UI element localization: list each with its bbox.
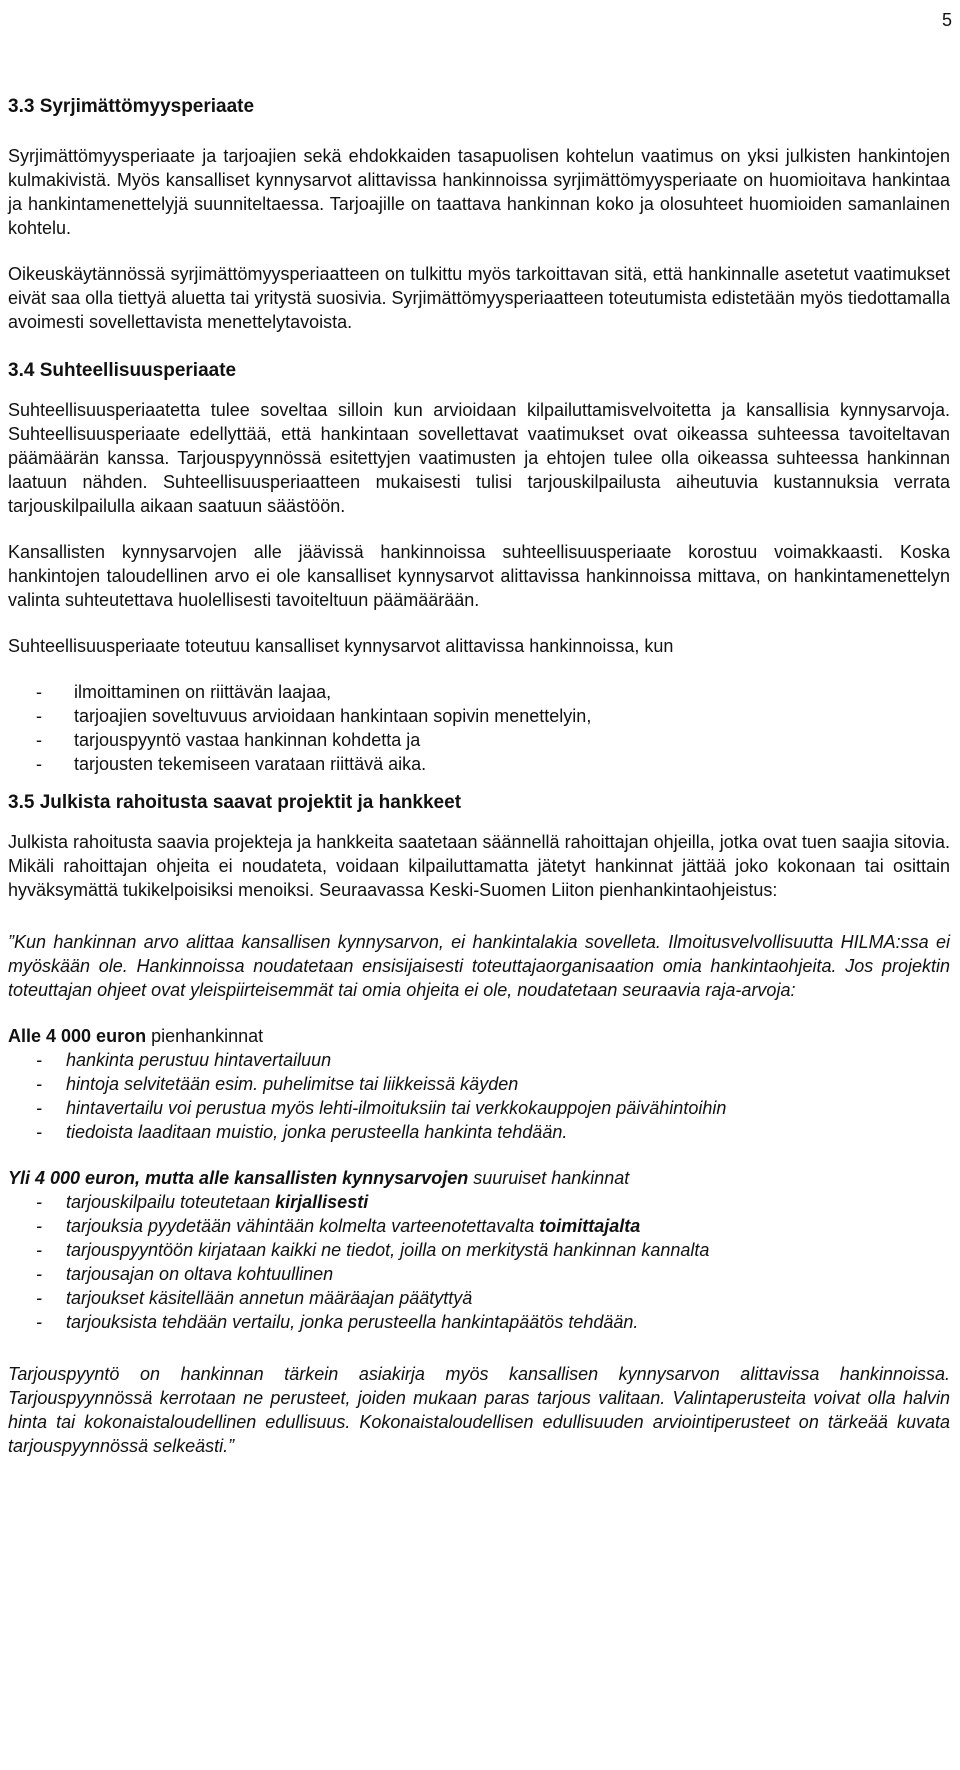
paragraph: Syrjimättömyysperiaate ja tarjoajien sekä ehdokkaiden tasapuolisen kohtelun vaatimus on yksi julkisten hankintojen kulmakivistä. Myös kansalliset kynnysarvot alittavissa hankinnoissa syrjimättömyysperiaate on huomioitava hankintaa ja hankintamenettelyjä suunniteltaessa. Tarjoajille on taattava hankinnan koko ja olosuhteet huomioiden samanlainen kohtelu.	[8, 146, 950, 238]
page-number: 5	[941, 10, 952, 30]
list-item: - tarjoukset käsitellään annetun määräajan päätyttyä	[8, 1286, 950, 1310]
section-heading-3-4: 3.4 Suhteellisuusperiaate	[8, 360, 237, 381]
list-item: - tarjoajien soveltuvuus arvioidaan hankintaan sopivin menettelyin,	[8, 704, 950, 728]
list-item: - tarjouspyyntö vastaa hankinnan kohdetta ja	[8, 728, 950, 752]
list-item-emphasis: kirjallisesti	[275, 1192, 369, 1212]
section-heading-3-5: 3.5 Julkista rahoitusta saavat projektit ja hankkeet	[8, 792, 462, 813]
list-item-text: tarjouskilpailu toteutetaan	[66, 1192, 276, 1212]
paragraph: Oikeuskäytännössä syrjimättömyysperiaatteen on tulkittu myös tarkoittavan sitä, että hankinnalle asetetut vaatimukset eivät saa olla tiettyä aluetta tai yritystä suosivia. Syrjimättömyysperiaatteen toteutumista edistetään myös tiedottamalla avoimesti sovellettavista menettelytavoista.	[8, 264, 950, 332]
closing-paragraph: Tarjouspyyntö on hankinnan tärkein asiakirja myös kansallisen kynnysarvon alittavissa hankinnoissa. Tarjouspyynnössä kerrotaan ne perusteet, joiden mukaan paras tarjous valitaan. Valintaperusteita voivat olla halvin hinta tai kokonaistaloudellinen edullisuus. Kokonaistaloudellisen edullisuuden arviointiperusteet on tärkeää kuvata tarjouspyynnössä selkeästi.”	[8, 1364, 950, 1456]
document-body	[8, 92, 950, 1458]
list-item: - tarjouspyyntöön kirjataan kaikki ne tiedot, joilla on merkitystä hankinnan kannalta	[8, 1238, 950, 1262]
paragraph: Suhteellisuusperiaate toteutuu kansalliset kynnysarvot alittavissa hankinnoissa, kun	[8, 636, 674, 656]
section-heading-3-3: 3.3 Syrjimättömyysperiaate	[8, 96, 255, 117]
list-item: - hintoja selvitetään esim. puhelimitse tai liikkeissä käyden	[8, 1072, 950, 1096]
list-item: - hankinta perustuu hintavertailuun	[8, 1048, 950, 1072]
list-item: - hintavertailu voi perustua myös lehti-ilmoituksiin tai verkkokauppojen päivähintoihin	[8, 1096, 950, 1120]
list-item	[8, 1214, 950, 1238]
paragraph: Kansallisten kynnysarvojen alle jäävissä hankinnoissa suhteellisuusperiaate korostuu voimakkaasti. Koska hankintojen taloudellinen arvo ei ole kansalliset kynnysarvot alittavissa hankinnoissa mittava, on hankintamenettelyn valinta suhteutettava huolellisesti tavoiteltuun päämäärään.	[8, 542, 950, 610]
paragraph: Suhteellisuusperiaatetta tulee soveltaa silloin kun arvioidaan kilpailuttamisvelvoitetta ja kansallisia kynnysarvoja. Suhteellisuusperiaate edellyttää, että hankintaan sovellettavat vaatimukset ovat oikeassa suhteessa tavoiteltavan päämäärän kanssa. Tarjouspyynnössä esitettyjen vaatimusten ja ehtojen tulee olla oikeassa suhteessa hankinnan laatuun nähden. Suhteellisuusperiaatteen mukaisesti tulisi tarjouskilpailusta aiheutuvia kustannuksia verrata tarjouskilpailulla aikaan saatuun säästöön.	[8, 400, 950, 516]
list-item: - tarjouksista tehdään vertailu, jonka perusteella hankintapäätös tehdään.	[8, 1310, 950, 1334]
criteria-list	[8, 680, 950, 776]
threshold-text: pienhankinnat	[146, 1026, 264, 1046]
over-threshold-list	[8, 1190, 950, 1334]
list-item: - ilmoittaminen on riittävän laajaa,	[8, 680, 950, 704]
paragraph: Julkista rahoitusta saavia projekteja ja hankkeita saatetaan säännellä rahoittajan ohjeilla, jotka ovat tuen saajia sitovia. Mikäli rahoittajan ohjeita ei noudateta, voidaan kilpailuttamatta jätetyt hankinnat jättää joko kokonaan tai osittain hyväksymättä tukikelpoisiksi menoiksi. Seuraavassa Keski-Suomen Liiton pienhankintaohjeistus:	[8, 832, 950, 900]
list-item-text: tarjouksia pyydetään vähintään kolmelta varteenotettavalta	[66, 1216, 540, 1236]
threshold-heading-over	[8, 1166, 950, 1190]
list-item: - tarjousten tekemiseen varataan riittävä aika.	[8, 752, 950, 776]
threshold-text: suuruiset hankinnat	[468, 1168, 630, 1188]
list-item-emphasis: toimittajalta	[539, 1216, 641, 1236]
list-item: - tiedoista laaditaan muistio, jonka perusteella hankinta tehdään.	[8, 1120, 950, 1144]
threshold-label: Yli 4 000 euron, mutta alle kansallisten kynnysarvojen	[8, 1168, 469, 1188]
under-threshold-list	[8, 1048, 950, 1144]
threshold-label: Alle 4 000 euron	[8, 1026, 147, 1046]
list-item	[8, 1190, 950, 1214]
threshold-heading-under	[8, 1024, 950, 1048]
quote-paragraph: ”Kun hankinnan arvo alittaa kansallisen kynnysarvon, ei hankintalakia sovelleta. Ilmoitusvelvollisuutta HILMA:ssa ei myöskään ole. Hankinnoissa noudatetaan ensisijaisesti toteuttajaorganisaation omia hankintaohjeita. Jos projektin toteuttajan ohjeet ovat yleispiirteisemmät tai omia ohjeita ei ole, noudatetaan seuraavia raja-arvoja:	[8, 932, 950, 1000]
list-item: - tarjousajan on oltava kohtuullinen	[8, 1262, 950, 1286]
